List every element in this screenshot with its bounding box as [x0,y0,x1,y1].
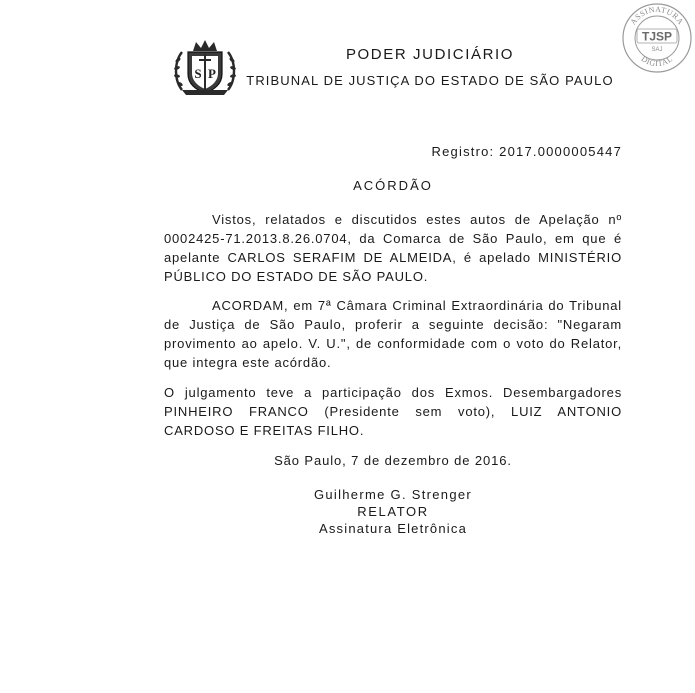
digital-signature-seal-icon [621,2,693,74]
seal-center-text: TJSP [641,29,673,44]
paragraph-case-details: Vistos, relatados e discutidos estes autos de Apelação nº 0002425-71.2013.8.26.0704, da Comarca de São Paulo, em que é apelante CARLOS SERAFIM DE ALMEIDA, é apelado MINISTÉRIO PÚBLICO DO ESTADO DE SÃO PAULO. [164,212,622,284]
crest-letter-s: S [194,66,202,81]
signer-role: RELATOR [357,504,429,519]
registry-number: Registro: 2017.0000005447 [431,144,622,159]
sao-paulo-coat-of-arms-icon [172,38,238,96]
page-title: PODER JUDICIÁRIO [345,46,515,63]
signer-name: Guilherme G. Strenger [313,487,473,502]
signature-note: Assinatura Eletrônica [318,521,468,536]
document-heading: ACÓRDÃO [353,178,433,193]
paragraph-decision: ACORDAM, em 7ª Câmara Criminal Extraordinária do Tribunal de Justiça de São Paulo, proferir a seguinte decisão: "Negaram provimento ao apelo. V. U.", de conformidade com o voto do Relator, que integra este acórdão. [164,298,622,370]
court-name: TRIBUNAL DE JUSTIÇA DO ESTADO DE SÃO PAULO [246,73,614,88]
date-line: São Paulo, 7 de dezembro de 2016. [274,453,512,468]
seal-top-text: ASSINATURA [628,4,686,27]
paragraph-judges: O julgamento teve a participação dos Exmos. Desembargadores PINHEIRO FRANCO (Presidente sem voto), LUIZ ANTONIO CARDOSO E FREITAS FILHO. [164,385,622,438]
crest-letter-p: P [208,66,216,81]
seal-small-text: SAJ [651,47,663,53]
seal-bottom-text: DIGITAL [639,54,675,69]
